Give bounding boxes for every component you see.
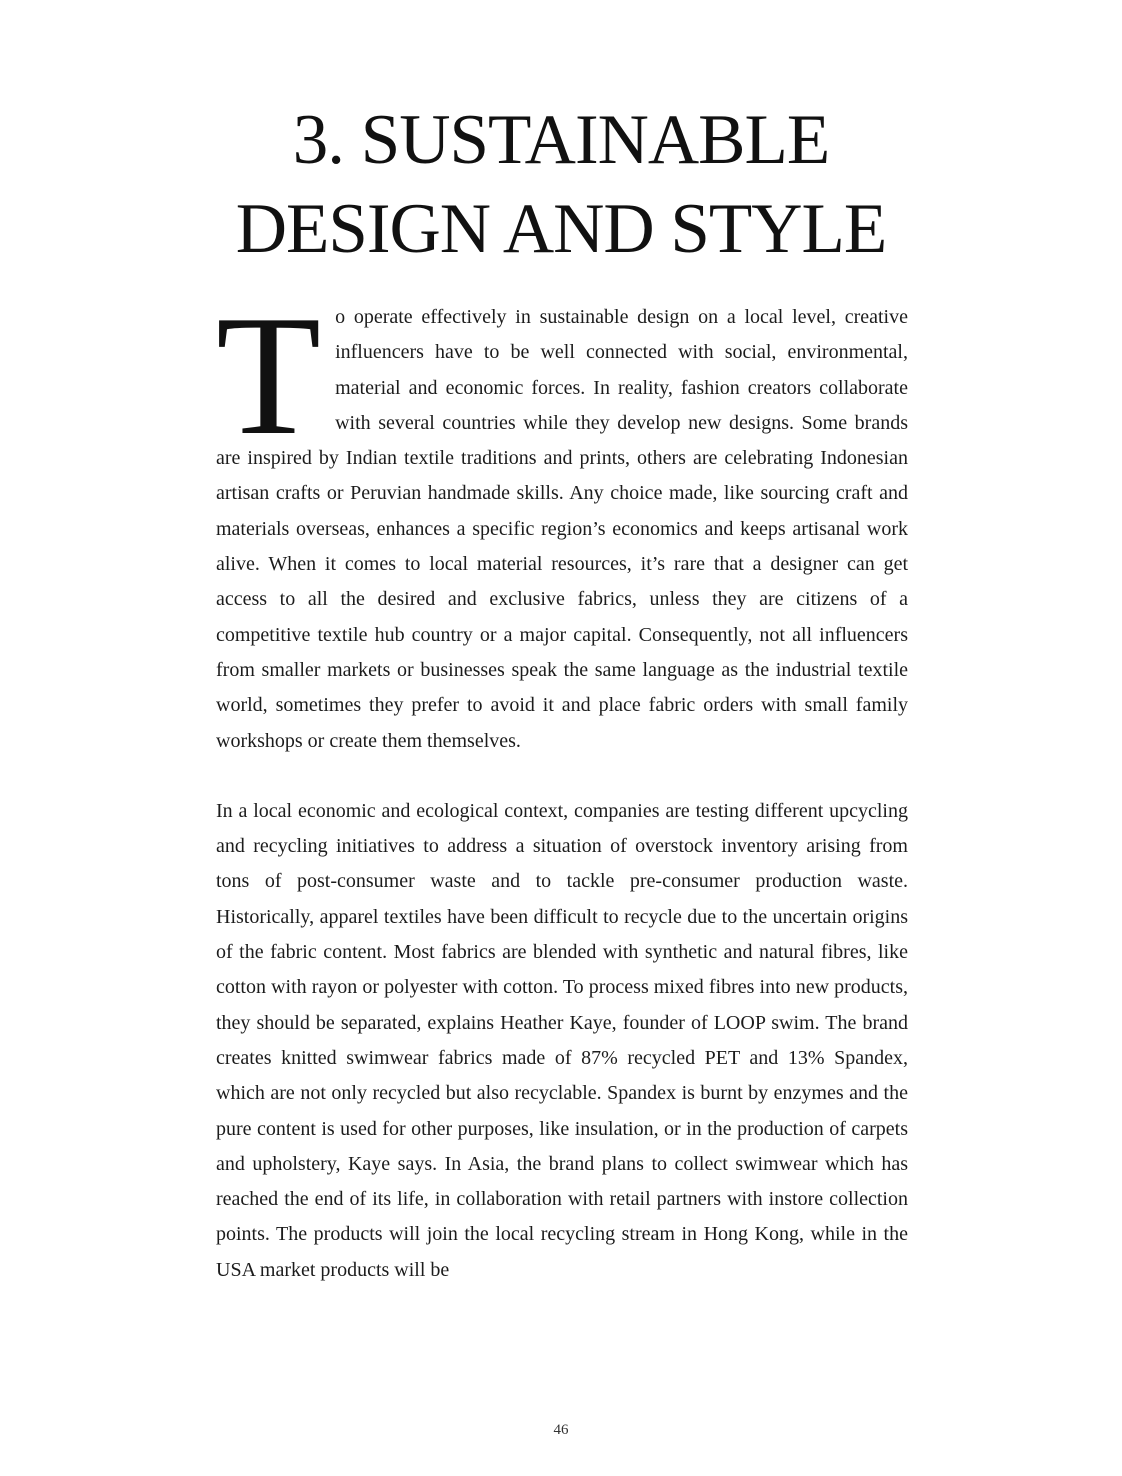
paragraph-1: o operate effectively in sustainable design on a local level, creative influencers have to be well connected with social, environmental, material and economic forces. In reality, fashion creators collaborate with several countries while they develop new designs. Some brands are inspired by Indian textile traditions and prints, others are celebrating Indonesian artisan crafts or Peruvian handmade skills. Any choice made, like sourcing craft and materials overseas, enhances a specific region’s economics and keeps artisanal work alive. When it comes to local material resources, it’s rare that a designer can get access to all the desired and exclusive fabrics, unless they are citizens of a competitive textile hub country or a major capital. Consequently, not all influencers from smaller markets or businesses speak the same language as the industrial textile world, sometimes they prefer to avoid it and place fabric orders with small family workshops or create them themselves. bbox=[216, 306, 908, 752]
body-text bbox=[216, 281, 908, 1288]
chapter-title bbox=[100, 96, 1022, 274]
page-number: 46 bbox=[553, 1422, 569, 1438]
chapter-title-line-1: 3. SUSTAINABLE bbox=[292, 101, 830, 179]
drop-cap: T bbox=[216, 281, 322, 471]
paragraph-2: In a local economic and ecological context, companies are testing different upcycling and recycling initiatives to address a situation of overstock inventory arising from tons of post-consumer waste and to tackle pre-consumer production waste. Historically, apparel textiles have been difficult to recycle due to the uncertain origins of the fabric content. Most fabrics are blended with synthetic and natural fibres, like cotton with rayon or polyester with cotton. To process mixed fibres into new products, they should be separated, explains Heather Kaye, founder of LOOP swim. The brand creates knitted swimwear fabrics made of 87% recycled PET and 13% Spandex, which are not only recycled but also recyclable. Spandex is burnt by enzymes and the pure content is used for other purposes, like insulation, or in the production of carpets and upholstery, Kaye says. In Asia, the brand plans to collect swimwear which has reached the end of its life, in collaboration with retail partners with instore collection points. The products will join the local recycling stream in Hong Kong, while in the USA market products will be bbox=[216, 799, 908, 1281]
paragraph-1-container bbox=[216, 281, 908, 759]
chapter-title-line-2: DESIGN AND STYLE bbox=[235, 190, 887, 268]
